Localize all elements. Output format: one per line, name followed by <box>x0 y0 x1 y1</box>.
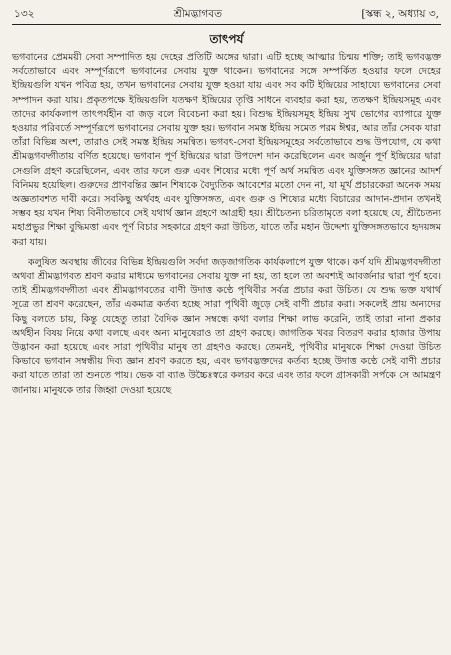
paragraph-purport-1: ভগবানের প্রেমময়ী সেবা সম্পাদিত হয় দেহের প্রতিটি অঙ্গের দ্বারা। এটি হচ্ছে আত্মার চিন্ময় শক্তি; তাই ভগবদ্ভক্ত সর্বতোভাবে এবং সম্পূর্ণরূপে ভগবানের সেবায় যুক্ত থাকেন। ভগবানের সঙ্গে সম্পর্কিত হওয়ার ফলে দেহের ইন্দ্রিয়গুলি যখন পবিত্র হয়, তখন ভগবানের সেবায় যুক্ত হওয়া যায় এবং সব কটি ইন্দ্রিয়ের সাহায্যে ভগবানের সেবা সম্পাদন করা যায়। প্রকৃতপক্ষে ইন্দ্রিয়গুলি যতক্ষণ ইন্দ্রিয়ের তৃপ্তি সাধনে ব্যবহার করা হয়, ততক্ষণ ইন্দ্রিয়সমূহ এবং তাদের কার্যকলাপ তাৎপর্যহীন বা জড় বলে বিবেচনা করা হয়। বিশুদ্ধ ইন্দ্রিয়সমূহ ইন্দ্রিয় সুখ ভোগের ব্যাপারে যুক্ত হওয়ার পরিবর্তে সম্পূর্ণরূপে ভগবানের সেবায় যুক্ত হয়। ভগবান সমস্ত ইন্দ্রিয় সমেত পরম ঈশ্বর, আর তাঁর সেবক যারা তাঁরা বিভিন্ন অংশ, তারাও সেই সমস্ত ইন্দ্রিয় সমন্বিত। ভগবৎ-সেবা ইন্দ্রিয়সমূহের সর্বতোভাবে শুদ্ধ উপযোগ, যে কথা শ্রীমদ্ভগবদ্গীতায় বর্ণিত হয়েছে। ভগবান পূর্ণ ইন্দ্রিয়ের দ্বারা উপদেশ দান করেছিলেন এবং অর্জুন পূর্ণ ইন্দ্রিয়ের দ্বারা সেগুলি গ্রহণ করেছিলেন, এবং তার ফলে গুরু এবং শিষ্যের মধ্যে পূর্ণ অর্থ সমন্বিত এবং যুক্তিসঙ্গত জ্ঞানের আদর্শ বিনিময় হয়েছিল। গুরুদের প্রাণবন্তির জ্ঞান শিষ্যকে বৈদ্যুতিক আবেশের মতো দেন না, যা মূর্খ প্রচারকেরা অনেক সময় অজ্ঞতাবশত দাবী করে। সবকিছু অর্থবহ এবং যুক্তিসঙ্গত, এবং গুরু ও শিষ্যের মধ্যে বিচারের আদান-প্রদান তখনই সম্ভব হয় যখন শিষ্য বিনীতভাবে সেই যথার্থ জ্ঞান গ্রহণে আগ্রহী হয়। শ্রীচৈতন্য চরিতামৃতে বলা হয়েছে যে, শ্রীচৈতন্য মহাপ্রভুর শিক্ষা বুদ্ধিমত্তা এবং পূর্ণ বিচার সহকারে গ্রহণ করা উচিত, যাতে তাঁর মহান উদ্দেশ্য যুক্তিসঙ্গতভাবে হৃদয়ঙ্গম করা যায়। <box>12 52 441 248</box>
paragraph-purport-2: কলুষিত অবস্থায় জীবের বিভিন্ন ইন্দ্রিয়গুলি সর্বদা জড়জাগতিক কার্যকলাপে যুক্ত থাকে। কর্ণ যদি শ্রীমদ্ভগবদ্গীতা অথবা শ্রীমদ্ভাগবত শ্রবণ করার মাধ্যমে ভগবানের সেবায় যুক্ত না হয়, তা হলে তা অবশ্যই আবর্জনার দ্বারা পূর্ণ হবে। তাই শ্রীমদ্ভগবদ্গীতা এবং শ্রীমদ্ভাগবতের বাণী উদাত্ত কণ্ঠে পৃথিবীর সর্বত্র প্রচার করা উচিত। যে শুদ্ধ ভক্ত যথার্থ সূত্রে তা শ্রবণ করেছেন, তাঁর একমাত্র কর্তব্য হচ্ছে সারা পৃথিবী জুড়ে সেই বাণী প্রচার করা। সকলেই প্রায় অন্যদের কিছু বলতে চায়, কিন্তু যেহেতু তারা বৈদিক জ্ঞান সম্বন্ধে কথা বলার শিক্ষা লাভ করেনি, তাই তারা নানা প্রকার অর্থহীন বিষয় নিয়ে কথা বলছে এবং অন্য মানুষেরাও তা গ্রহণ করছে। জাগতিক খবর বিতরণ করার হাজার উপায় উদ্ভাবন করা হয়েছে এবং সারা পৃথিবীর মানুষ তা গ্রহণও করছে। তেমনই, পৃথিবীর মানুষকে শিক্ষা দেওয়া উচিত কিভাবে ভগবান সম্বন্ধীয় দিব্য জ্ঞান শ্রবণ করতে হয়, এবং ভগবদ্ভক্তদের কর্তব্য হচ্ছে উদাত্ত কণ্ঠে সেই বাণী প্রচার করা যাতে তারা তা শুনতে পায়। ভেক বা ব্যাঙ উচ্চৈঃস্বরে কলরব করে এবং তার ফলে গ্রাসকারী সর্পকে সে আমন্ত্রণ জানায়। মানুষকে তার জিহ্বা দেওয়া হয়েছে <box>12 256 441 396</box>
page-number: ১৩২ <box>14 8 35 20</box>
page-bottom-edge <box>0 649 451 655</box>
running-header <box>12 6 441 22</box>
canto-chapter: [স্কন্ধ ২, অধ্যায় ৩, <box>361 8 439 20</box>
section-title: তাৎপর্য <box>209 32 244 46</box>
header-rule <box>12 24 441 25</box>
book-title: শ্রীমদ্ভাগবত <box>173 8 223 20</box>
